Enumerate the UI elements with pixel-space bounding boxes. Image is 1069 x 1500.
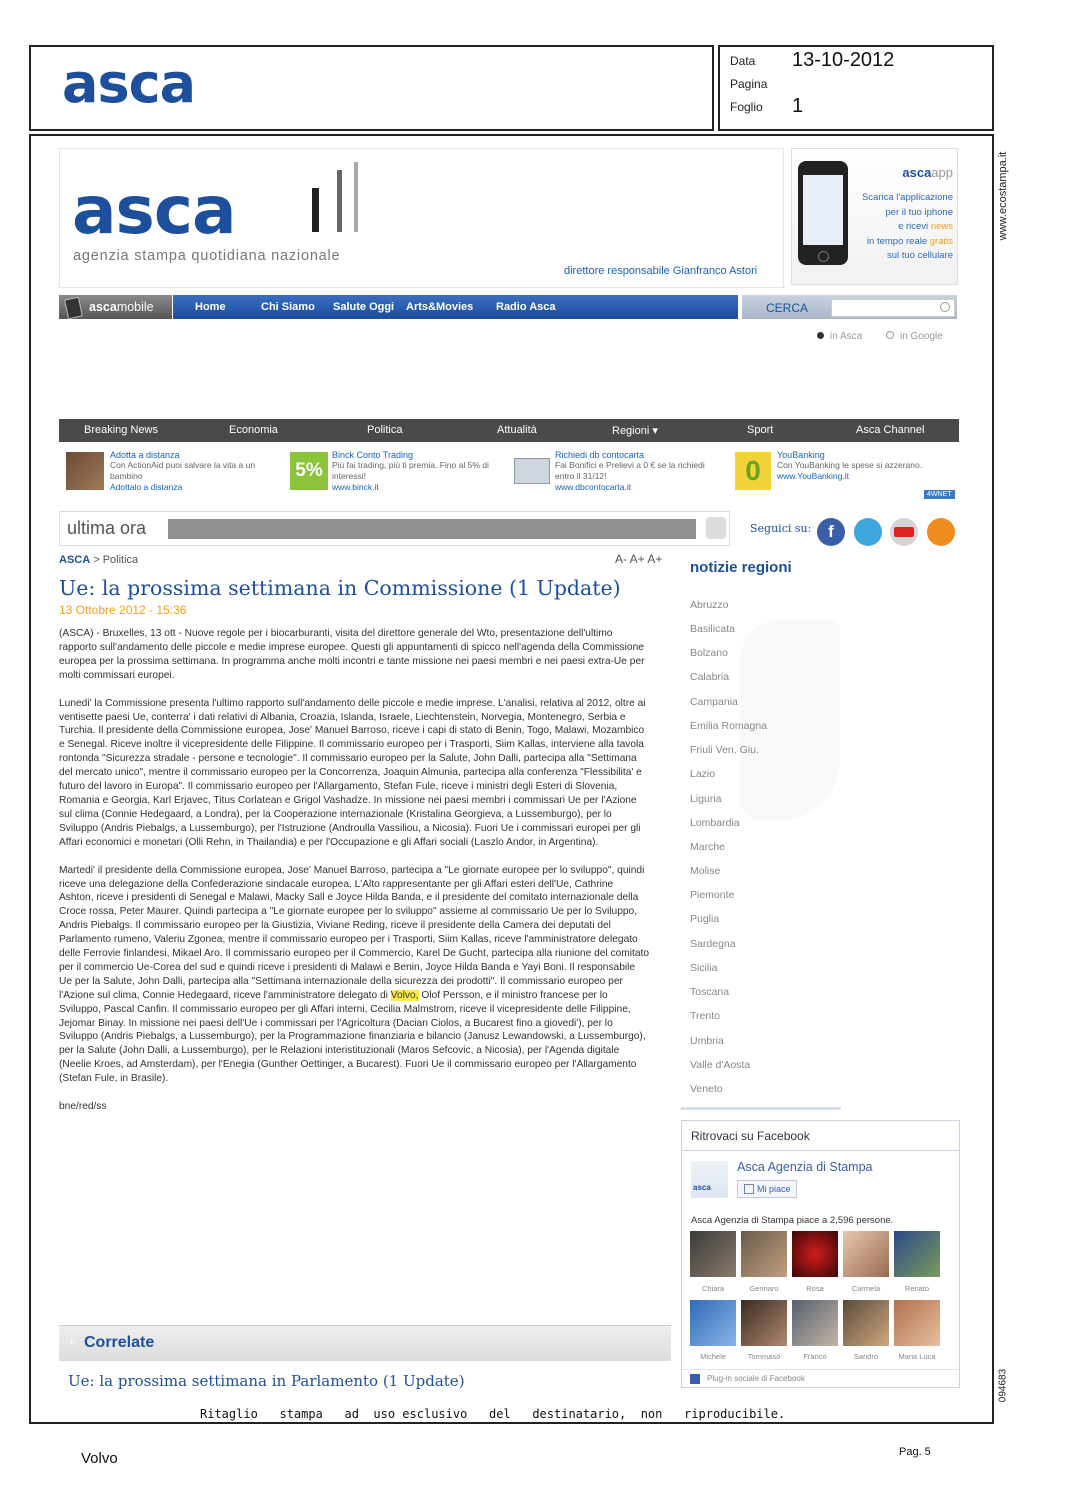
ad-binck[interactable]: 5% Binck Conto Trading Più fai trading, più ti premia. Fino al 5% di interessi! www.binck.it [290, 450, 505, 496]
thumbs-up-icon [744, 1184, 754, 1194]
radio-empty-icon [886, 331, 894, 339]
facebook-box-title: Ritrovaci su Facebook [691, 1129, 810, 1143]
cat-asca-channel[interactable]: Asca Channel [856, 424, 925, 436]
fan-name: Franco [803, 1352, 827, 1361]
fan-photo[interactable] [741, 1231, 787, 1277]
article-date: 13 Ottobre 2012 - 15:36 [59, 603, 187, 617]
region-liguria[interactable]: Liguria [690, 793, 722, 805]
fan-name: Maria Luca [898, 1352, 936, 1361]
region-campania[interactable]: Campania [690, 696, 738, 708]
fan-name: Rosa [806, 1284, 824, 1293]
regions-divider [681, 1107, 841, 1110]
correlate-label: Correlate [84, 1334, 155, 1351]
region-lombardia[interactable]: Lombardia [690, 817, 740, 829]
article-paragraph-1: (ASCA) - Bruxelles, 13 ott - Nuove regole per i biocarburanti, visita del direttore generale del Wto, presentazione dell'ultimo rapporto sull'andamento delle piccole e medie imprese europee. Questi gli appuntamenti di spicco nell'agenda della Commissione europea per la prossima settimana. In programma anche molti incontri e tante missione nei paesi membri e nei paesi extra-Ue per molti commissari europei. [59, 628, 645, 681]
fan-name: Michele [700, 1352, 726, 1361]
article-paragraph-3: Martedi' il presidente della Commissione europea, Jose' Manuel Barroso, partecipa a "Le giornate europee per lo sviluppo", quindi riceve una delegazione della Confederazione sindacale europea. L'Alto rappresentante per gli Affari esteri dell'Ue, Cathrine Ashton, riceve i presidenti di Senegal e Malawi, Macky Sall e Joyce Hilda Banda, e il presidente del comitato internazionale della Croce rossa, Peter Maurer. Quindi partecipa a "Le giornate europee per lo sviluppo" assieme al commissario Ue per lo Sviluppo, Andris Piebalgs. Il commissario europeo per la Giustizia, Viviane Reding, riceve il presidente della Camera dei deputati del Parlamento rumeno, Valeriu Zgonea, mentre il commissario europeo per i Trasporti, Siim Kallas, riceve l'amministratore delegato delle Ferrovie finlandesi, Mikael Aro. Il commissario europeo per il Commercio, Karel De Gucht, partecipa alla riunione del comitato per il commercio Ue-Corea del sud e quindi riceve i presidenti di Malawi e Benin, Joyce Hilda Banda e Yayi Boni. Il responsabile Ue per la Salute, John Dalli, partecipa alla "Settimana internazionale della sicurezza dei prodotti". Il commissario europeo per l'Azione sul clima, Connie Hedegaard, riceve l'amministratore delegato di Volvo, Olof Persson, e il ministro francese per lo Sviluppo, Pascal Canfin. Il commissario europeo per gli Affari interni, Cecilia Malmstrom, riceve il vicepresidente delle Filippine, Jejomar Binay. In missione nei paesi dell'Ue i commissari per l'Agricoltura (Dacian Ciolos, a Bucarest fino a giovedi'), per lo Sviluppo (Andris Piebalgs, a Lussemburgo), per la Programmazione finanziaria e bilancio (Janusz Lewandowski, a Lussemburgo), per la Salute (John Dalli, a Lussemburgo), per le Relazioni interistituzionali (Maros Sefcovic, a Nicosia), per l'Agenda digitale (Neelie Kroes, ad Amsterdam), per l'Enegia (Gunther Oettinger, a Bucarest). Fuori Ue il commissario europeo per l'Allargamento (Stefan Fule, in Brasile). [59, 864, 650, 1085]
footer-keyword: Volvo [81, 1450, 118, 1467]
facebook-like-button[interactable]: Mi piace [737, 1180, 797, 1198]
mobile-brand-b: mobile [116, 300, 154, 314]
breadcrumb-home[interactable]: ASCA [59, 554, 91, 566]
cat-sport[interactable]: Sport [747, 424, 774, 436]
rss-icon[interactable] [927, 518, 955, 546]
site-tagline: agenzia stampa quotidiana nazionale [73, 248, 341, 264]
region-valle-daosta[interactable]: Valle d'Aosta [690, 1059, 751, 1071]
sheet-value: 1 [792, 95, 804, 117]
region-molise[interactable]: Molise [690, 865, 721, 877]
radio-checked-icon [817, 332, 824, 339]
ad-youbanking[interactable]: 0 YouBanking Con YouBanking le spese si azzerano. www.YouBanking.it [735, 450, 957, 496]
fan-photo[interactable] [690, 1300, 736, 1346]
region-puglia[interactable]: Puglia [690, 913, 720, 925]
app-line-7: sul tuo cellulare [886, 250, 953, 261]
facebook-likes-text: Asca Agenzia di Stampa piace a 2,596 persone. [691, 1215, 894, 1226]
date-label: Data [730, 54, 756, 68]
cat-politica[interactable]: Politica [367, 424, 403, 436]
article-signature: bne/red/ss [59, 1101, 107, 1113]
app-line-1: Scarica l'applicazione [861, 192, 953, 203]
youbanking-badge: 0 [735, 452, 771, 490]
cat-breaking-news[interactable]: Breaking News [84, 424, 158, 436]
seguici-label: Seguici su: [750, 522, 812, 535]
search-input[interactable] [831, 299, 955, 317]
region-piemonte[interactable]: Piemonte [690, 889, 735, 901]
region-abruzzo[interactable]: Abruzzo [690, 599, 729, 611]
region-basilicata[interactable]: Basilicata [690, 623, 735, 635]
app-promo[interactable] [791, 148, 958, 285]
app-brand-b: app [931, 165, 953, 180]
app-line-2: per il tuo iphone [885, 206, 953, 218]
search-label[interactable]: CERCA [766, 301, 809, 315]
code-vertical: 094683 [997, 1368, 1009, 1403]
fan-photo[interactable] [894, 1300, 940, 1346]
fan-name: Gennaro [749, 1284, 779, 1293]
ad-actionaid[interactable]: Adotta a distanza Con ActionAid puoi salvare la vita a un bambino Adottalo a distanza [66, 450, 281, 496]
nav-chi-siamo[interactable]: Chi Siamo [261, 301, 315, 313]
region-sicilia[interactable]: Sicilia [690, 962, 718, 974]
page-label: Pagina [730, 77, 768, 91]
ultima-ora-label: ultima ora [67, 518, 147, 538]
region-trento[interactable]: Trento [690, 1010, 720, 1022]
binck-badge: 5% [290, 452, 328, 490]
facebook-icon[interactable]: f [817, 518, 845, 546]
fan-name: Carmela [851, 1284, 881, 1293]
ad-dbcontocarta[interactable]: Richiedi db contocarta Fai Bonifici e Prelievi a 0 € se la richiedi entro il 31/12! www.dbcontocarta.it [514, 450, 729, 496]
director-line: direttore responsabile Gianfranco Astori [564, 265, 758, 277]
category-bar [59, 419, 959, 442]
facebook-page-name[interactable]: Asca Agenzia di Stampa [737, 1160, 873, 1174]
logo-bars [312, 162, 392, 238]
asca-mobile-tab[interactable] [59, 295, 172, 319]
header-logo: asca [62, 52, 196, 115]
website-vertical: www.ecostampa.it [997, 151, 1009, 241]
search-bar [742, 295, 957, 319]
facebook-page-thumb[interactable]: asca [691, 1161, 728, 1198]
region-lazio[interactable]: Lazio [690, 768, 716, 780]
region-bolzano[interactable]: Bolzano [690, 647, 728, 659]
magnifier-icon [940, 302, 950, 312]
nav-salute-oggi[interactable]: Salute Oggi [333, 301, 395, 313]
region-toscana[interactable]: Toscana [690, 986, 730, 998]
fan-name: Renato [904, 1284, 930, 1293]
sheet-label: Foglio [730, 100, 763, 114]
facebook-box-divider [681, 1150, 960, 1151]
nav-radio-asca[interactable]: Radio Asca [496, 301, 556, 313]
region-sardegna[interactable]: Sardegna [690, 938, 736, 950]
ticker-logo-icon [706, 517, 726, 539]
fan-photo[interactable] [792, 1231, 838, 1277]
regions-title: notizie regioni [690, 559, 792, 576]
article-title: Ue: la prossima settimana in Commissione (1 Update) [59, 576, 621, 600]
app-line-3: e ricevi [898, 221, 929, 232]
region-friuli[interactable]: Friuli Ven. Giu. [690, 744, 759, 756]
facebook-small-icon [690, 1374, 700, 1384]
plus-icon: + [68, 1335, 76, 1349]
cat-regioni[interactable]: Regioni ▾ [612, 425, 658, 437]
ad-network-badge[interactable]: 4WNET [924, 490, 955, 499]
bank-card-icon [514, 458, 550, 484]
correlate-bar [59, 1325, 671, 1361]
font-size-controls[interactable]: A- A+ A+ [615, 552, 663, 566]
app-line-5: in tempo reale [866, 235, 928, 247]
search-option-asca[interactable]: in Asca [817, 331, 862, 342]
youtube-icon[interactable] [890, 518, 918, 546]
search-option-google[interactable]: in Google [886, 331, 943, 342]
region-umbria[interactable]: Umbria [690, 1035, 724, 1047]
breadcrumb: ASCA > Politica [59, 554, 139, 566]
mobile-phone-icon [64, 297, 83, 320]
cat-economia[interactable]: Economia [229, 424, 278, 436]
region-veneto[interactable]: Veneto [690, 1083, 723, 1095]
fan-photo[interactable] [894, 1231, 940, 1277]
highlighted-keyword: Volvo, [390, 989, 419, 1001]
mobile-brand-a: asca [89, 300, 117, 314]
fan-photo[interactable] [792, 1300, 838, 1346]
region-marche[interactable]: Marche [690, 841, 726, 853]
nav-arts-movies[interactable]: Arts&Movies [406, 301, 474, 313]
nav-home[interactable]: Home [195, 301, 226, 313]
fan-name: Sandro [853, 1352, 879, 1361]
correlate-link[interactable]: Ue: la prossima settimana in Parlamento (1 Update) [68, 1372, 465, 1390]
iphone-icon [798, 161, 848, 265]
main-nav [173, 295, 738, 319]
fan-photo[interactable] [690, 1231, 736, 1277]
ultima-ora-bar [59, 511, 730, 546]
twitter-icon[interactable] [854, 518, 882, 546]
article-body [59, 627, 649, 1114]
app-brand-a: asca [902, 165, 932, 180]
disclaimer: Ritaglio stampa ad uso esclusivo del destinatario, non riproducibile. [200, 1407, 786, 1421]
region-calabria[interactable]: Calabria [690, 671, 730, 683]
region-emilia-romagna[interactable]: Emilia Romagna [690, 720, 768, 732]
app-line-4: news [930, 221, 953, 232]
facebook-plugin-bar: Plug-in sociale di Facebook [682, 1369, 959, 1388]
fan-name: Chiara [701, 1284, 725, 1293]
fan-photo[interactable] [843, 1300, 889, 1346]
site-logo[interactable]: asca [72, 172, 236, 249]
app-line-6: gratis [929, 235, 953, 247]
fan-name: Tommaso [747, 1352, 781, 1361]
ticker[interactable] [168, 519, 696, 539]
date-value: 13-10-2012 [792, 49, 895, 71]
article-paragraph-2: Lunedi' la Commissione presenta l'ultimo rapporto sull'andamento delle piccole e medie imprese. L'analisi, relativa al 2012, oltre ai ventisette paesi Ue, conterra' i dati relativi di Albania, Croazia, Islanda, Israele, Liechtenstein, Norvegia, Montenegro, Serbia e Turchia. Il presidente della Commissione europea, Jose' Manuel Barroso, riceve i capi di stato di Benin, Togo, Malawi, Mozambico e Senegal. Riceve inoltre il vicepresidente delle Filippine. Il commissario europeo per i Trasporti, Siim Kallas, interviene alla tavola rontonda "Sicurezza stradale - persone e tecnologie". Il commissario europeo per la Salute, John Dalli, partecipa alla "Settimana del mercato unico", mentre il commissario europeo per la Concorrenza, Joaquin Almunia, partecipa alla conferenza "Flessibilita' e futuro del lavoro in Europa". Il commissario europeo per l'Allargamento, Stefan Fule, riceve i ministri degli Esteri di Slovenia, Romania e Georgia, Karl Erjavec, Titus Corlatean e Grigol Vashadze. In missione nei paesi membri i commissari Ue per l'Azione sul clima (Connie Hedegaard, a Londra), per la Cooperazione internazionale (Kristalina Georgieva, a Lussemburgo), per lo Sviluppo (Andris Piebalgs, a Lussemburgo), per l'Istruzione (Androulla Vassiliou, a Nicosia). Fuori Ue i commissari europei per gli Affari economici e monetari (Olli Rehn, in Thailandia) e per l'Occupazione e gli Affari sociali (Laszlo Andor, in Argentina). [59, 697, 646, 848]
cat-attualita[interactable]: Attualità [497, 424, 537, 436]
child-photo [66, 452, 104, 490]
fan-photo[interactable] [741, 1300, 787, 1346]
fan-photo[interactable] [843, 1231, 889, 1277]
footer-page: Pag. 5 [899, 1446, 931, 1458]
